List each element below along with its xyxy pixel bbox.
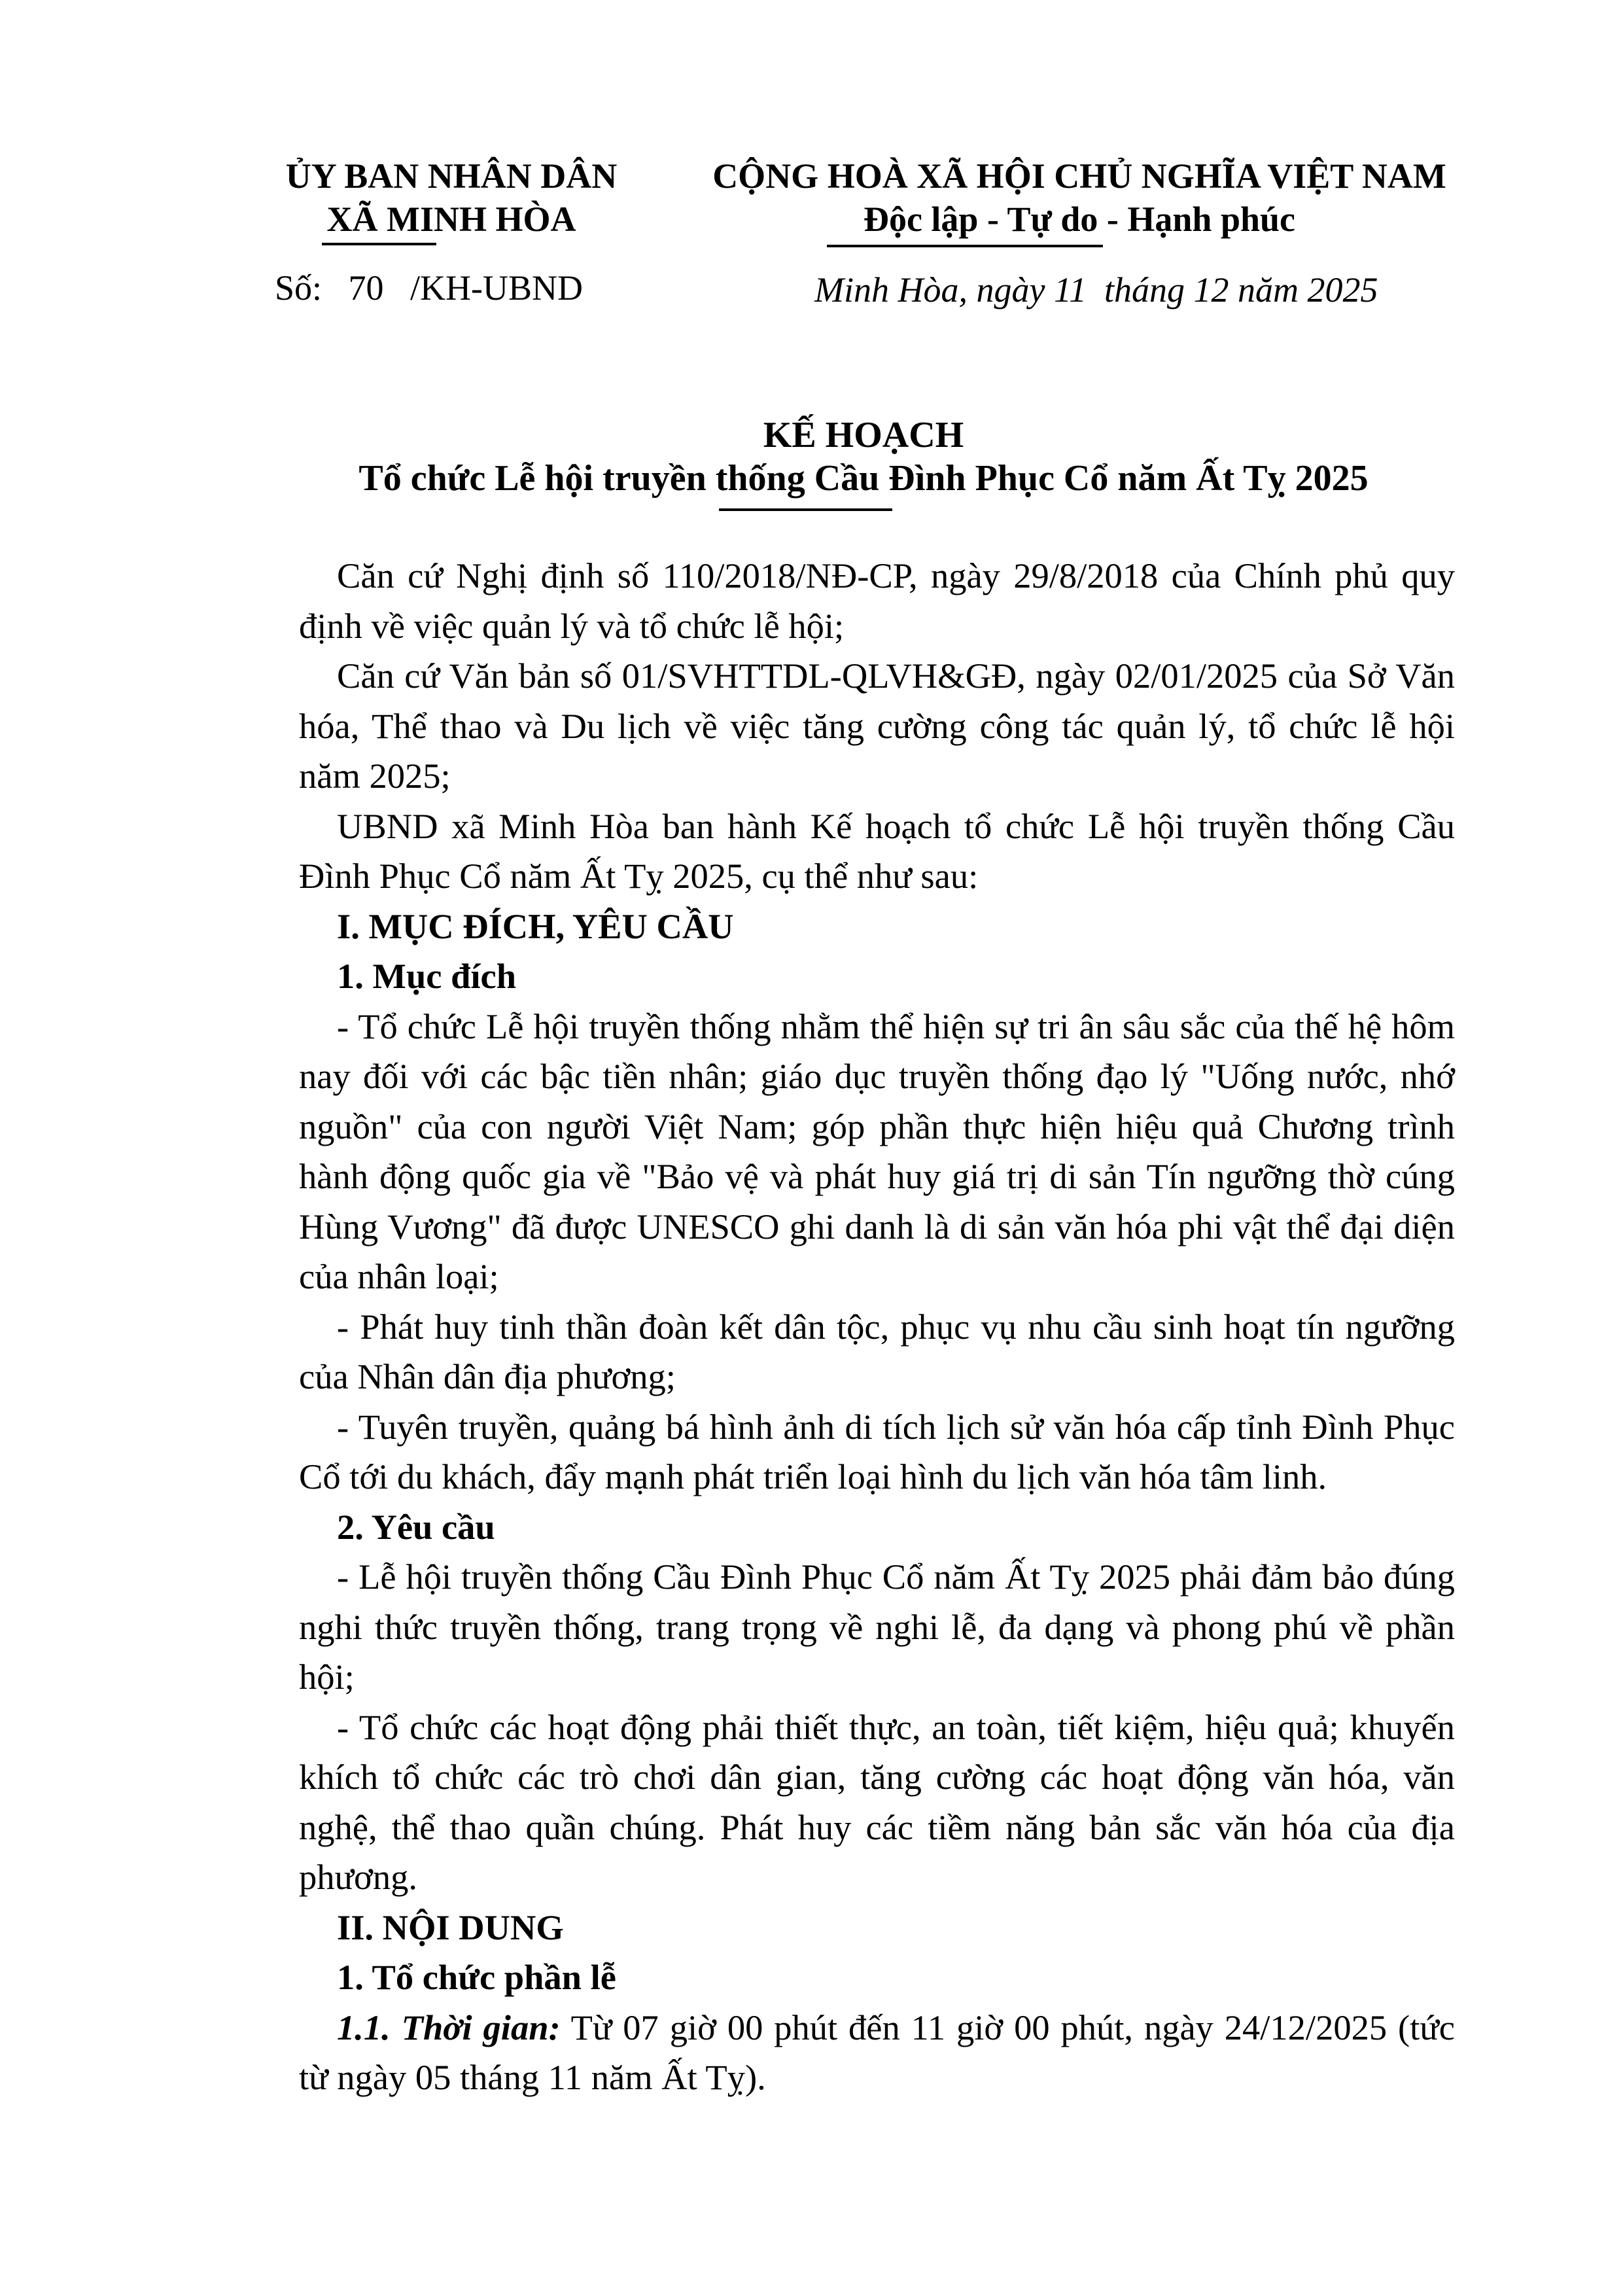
- doc-number-suffix: /KH-UBND: [410, 268, 584, 308]
- title-underline: [719, 508, 892, 511]
- agency-underline: [322, 243, 436, 245]
- list-item: - Tổ chức Lễ hội truyền thống nhằm thể hiện sự tri ân sâu sắc của thế hệ hôm nay đối với các bậc tiền nhân; giáo dục truyền thống đạo lý "Uống nước, nhớ nguồn" của con người Việt Nam; góp phần thực hiện hiệu quả Chương trình hành động quốc gia về "Bảo vệ và phát huy giá trị di sản Tín ngưỡng thờ cúng Hùng Vương" đã được UNESCO ghi danh là di sản văn hóa phi vật thể đại diện của nhân loại;: [299, 1006, 1455, 1296]
- time-label: 1.1. Thời gian:: [337, 2007, 561, 2047]
- subsection-heading-ceremony: 1. Tổ chức phần lễ: [337, 1957, 616, 1997]
- document-number: [275, 266, 583, 309]
- subsection-heading-requirements: 2. Yêu cầu: [337, 1506, 495, 1547]
- preamble-paragraph: UBND xã Minh Hòa ban hành Kế hoạch tổ chức Lễ hội truyền thống Cầu Đình Phục Cổ năm Ất Tỵ 2025, cụ thể như sau:: [299, 805, 1455, 896]
- agency-line-1: ỦY BAN NHÂN DÂN: [285, 156, 618, 196]
- section-heading-2: II. NỘI DUNG: [337, 1907, 564, 1947]
- subsection-heading-purpose: 1. Mục đích: [337, 956, 517, 996]
- agency-line-2: XÃ MINH HÒA: [326, 200, 576, 239]
- document-type: KẾ HOẠCH: [763, 415, 964, 455]
- list-item: - Lễ hội truyền thống Cầu Đình Phục Cổ năm Ất Tỵ 2025 phải đảm bảo đúng nghi thức truyền thống, trang trọng về nghi lễ, đa dạng và phong phú về phần hội;: [299, 1557, 1455, 1697]
- list-item: - Tuyên truyền, quảng bá hình ảnh di tích lịch sử văn hóa cấp tỉnh Đình Phục Cổ tới du khách, đẩy mạnh phát triển loại hình du lịch văn hóa tâm linh.: [299, 1406, 1455, 1496]
- doc-number-value: 70: [348, 268, 384, 308]
- time-text: Từ 07 giờ 00 phút đến 11 giờ 00 phút, ngày 24/12/2025 (tức từ ngày 05 tháng 11 năm Ất Tỵ).: [299, 2007, 1455, 2097]
- doc-number-label: Số:: [275, 268, 323, 308]
- list-item: - Phát huy tinh thần đoàn kết dân tộc, phục vụ nhu cầu sinh hoạt tín ngưỡng của Nhân dân địa phương;: [299, 1306, 1455, 1396]
- place-and-date: Minh Hòa, ngày 11 tháng 12 năm 2025: [814, 270, 1378, 309]
- preamble-paragraph: Căn cứ Nghị định số 110/2018/NĐ-CP, ngày 29/8/2018 của Chính phủ quy định về việc quản lý và tổ chức lễ hội;: [299, 556, 1455, 646]
- issuing-agency: [249, 154, 654, 241]
- document-subject: Tổ chức Lễ hội truyền thống Cầu Đình Phục Cổ năm Ất Tỵ 2025: [358, 458, 1369, 499]
- nation-name: CỘNG HOÀ XÃ HỘI CHỦ NGHĨA VIỆT NAM: [712, 156, 1446, 196]
- motto: Độc lập - Tự do - Hạnh phúc: [863, 200, 1296, 239]
- document-body: [299, 551, 1455, 2103]
- preamble-paragraph: Căn cứ Văn bản số 01/SVHTTDL-QLVH&GĐ, ngày 02/01/2025 của Sở Văn hóa, Thể thao và Du lịch về việc tăng cường công tác quản lý, tổ chức lễ hội năm 2025;: [299, 656, 1455, 796]
- document-title: [249, 414, 1478, 500]
- motto-underline: [827, 245, 1103, 247]
- section-heading-1: I. MỤC ĐÍCH, YÊU CẦU: [337, 906, 734, 946]
- list-item: - Tổ chức các hoạt động phải thiết thực, an toàn, tiết kiệm, hiệu quả; khuyến khích tổ chức các trò chơi dân gian, tăng cường các hoạt động văn hóa, văn nghệ, thể thao quần chúng. Phát huy các tiềm năng bản sắc văn hóa của địa phương.: [299, 1706, 1455, 1897]
- national-motto: [677, 154, 1482, 241]
- time-paragraph: [299, 2003, 1455, 2103]
